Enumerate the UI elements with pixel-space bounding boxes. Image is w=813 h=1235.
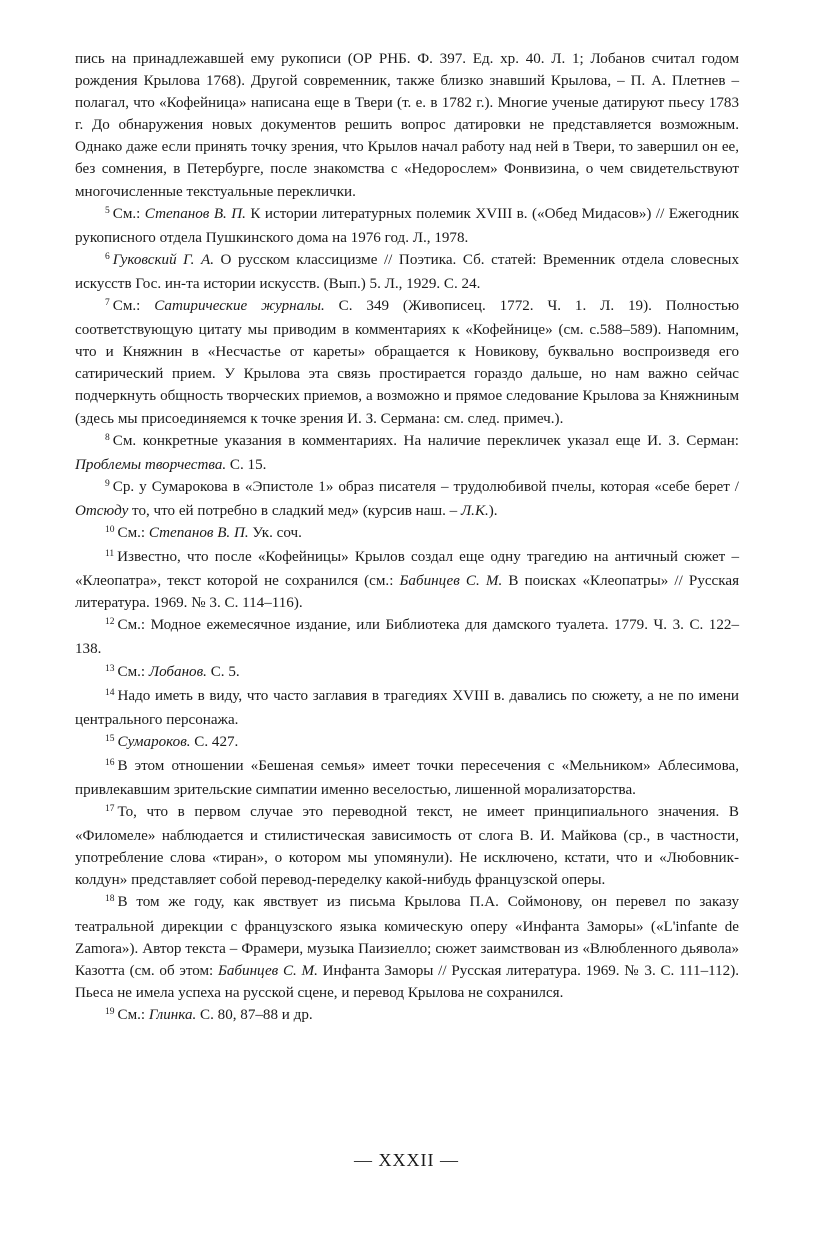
footnote-13: $^{13}$ См.: Лобанов. С. 5. bbox=[105, 663, 240, 680]
notes-block bbox=[75, 48, 739, 1028]
footnote-number: 13 bbox=[105, 663, 115, 674]
page-number: — XXXII — bbox=[354, 1150, 459, 1170]
footnote-5: $^5$ См.: Степанов В. П. К истории литературных полемик XVIII в. («Обед Мидасов») // Ежегодник рукописного отдела Пушкинского дома на 1976 год. Л., 1978. bbox=[75, 205, 739, 246]
footnote-18: $^{18}$ В том же году, как явствует из письма Крылова П.А. Соймонову, он перевел по заказу театральной дирекции с французского языка комическую оперу «Инфанта Заморы» («L'infante de Zamora»). Автор текста – Фрамери, музыка Паизиелло; сюжет заимствован из «Влюбленного дьявола» Казотта (см. об этом: Бабинцев С. М. Инфанта Заморы // Русская литература. 1969. № 3. С. 111–112). Пьеса не имела успеха на русской сцене, и перевод Крылова не сохранился. bbox=[75, 894, 739, 1001]
footnote-17: $^{17}$ То, что в первом случае это переводной текст, не имеет принципиального значения. В «Филомеле» наблюдается и стилистическая зависимость от слога В. И. Майкова (ср., в частности, употребление слова «тиран», о котором мы упомянули). Не исключено, кстати, что и «Любовник-колдун» представляет собой перевод-переделку какой-нибудь французской оперы. bbox=[75, 804, 739, 889]
footnote-number: 12 bbox=[105, 617, 115, 628]
intro-paragraph: пись на принадлежавшей ему рукописи (ОР РНБ. Ф. 397. Ед. хр. 40. Л. 1; Лобанов считал годом рождения Крылова 1768). Другой современник, также близко знавший Крылова, – П. А. Плетнев – полагал, что «Кофейница» написана еще в Твери (т. е. в 1782 г.). Многие ученые датируют пьесу 1783 г. До обнаружения новых документов решить вопрос датировки не представляется возможным. Однако даже если принять точку зрения, что Крылов начал работу над ней в Твери, то завершил он ее, без сомнения, в Петербурге, после знакомства с «Недорослем» Фонвизина, о чем свидетельствуют многочисленные текстуальные переклички. bbox=[75, 51, 739, 200]
footnote-10: $^{10}$ См.: Степанов В. П. Ук. соч. bbox=[105, 524, 302, 541]
footnote-14: $^{14}$ Надо иметь в виду, что часто заглавия в трагедиях XVIII в. давались по сюжету, а не по имени центрального персонажа. bbox=[75, 687, 739, 728]
footnote-number: 16 bbox=[105, 757, 115, 768]
footnote-number: 17 bbox=[105, 804, 115, 815]
footnote-number: 9 bbox=[105, 478, 110, 489]
footnote-number: 8 bbox=[105, 432, 110, 443]
footnote-6: $^6$ Гуковский Г. А. О русском классицизме // Поэтика. Сб. статей: Временник отдела словесных искусств Гос. ин-та истории искусств. (Вып.) 5. Л., 1929. С. 24. bbox=[75, 251, 739, 292]
footnote-12: $^{12}$ См.: Модное ежемесячное издание, или Библиотека для дамского туалета. 1779. Ч. 3. С. 122–138. bbox=[75, 617, 739, 658]
footnote-number: 19 bbox=[105, 1006, 115, 1017]
footnote-number: 11 bbox=[105, 549, 115, 560]
footnote-number: 14 bbox=[105, 687, 115, 698]
footnote-number: 18 bbox=[105, 894, 115, 905]
footnote-8: $^8$ См. конкретные указания в комментариях. На наличие перекличек указал еще И. З. Серман: Проблемы творчества. С. 15. bbox=[75, 432, 739, 473]
footnote-number: 6 bbox=[105, 251, 110, 262]
footnote-number: 10 bbox=[105, 524, 115, 535]
footnote-number: 7 bbox=[105, 298, 110, 309]
footnote-7: $^7$ См.: Сатирические журналы. С. 349 (Живописец. 1772. Ч. 1. Л. 19). Полностью соответствующую цитату мы приводим в комментариях к «Кофейнице» (см. с.588–589). Напомним, что и Княжнин в «Несчастье от кареты» обращается к Новикову, буквально воспроизведя его сатирический прием. У Крылова эта связь простирается гораздо дальше, но нам важно сейчас подчеркнуть общность творческих приемов, а возможно и прямое следование Крылова за Княжниным (здесь мы присоединяемся к точке зрения И. З. Сермана: см. след. примеч.). bbox=[75, 298, 740, 427]
footnote-11: $^{11}$ Известно, что после «Кофейницы» Крылов создал еще одну трагедию на античный сюжет – «Клеопатра», текст которой не сохранился (см.: Бабинцев С. М. В поисках «Клеопатры» // Русская литература. 1969. № 3. С. 114–116). bbox=[75, 549, 740, 612]
footnote-19: $^{19}$ См.: Глинка. С. 80, 87–88 и др. bbox=[105, 1006, 313, 1023]
footnote-16: $^{16}$ В этом отношении «Бешеная семья» имеет точки пересечения с «Мельником» Аблесимова, привлекавшим зрительские симпатии именно веселостью, лишенной морализаторства. bbox=[75, 757, 739, 798]
footnote-9: $^9$ Ср. у Сумарокова в «Эпистоле 1» образ писателя – трудолюбивой пчелы, которая «себе берет / Отсюду то, что ей потребно в сладкий мед» (курсив наш. – Л.К.). bbox=[75, 478, 739, 519]
footnote-number: 5 bbox=[105, 205, 110, 216]
footnote-number: 15 bbox=[105, 733, 115, 744]
footnote-15: $^{15}$ Сумароков. С. 427. bbox=[105, 733, 239, 750]
